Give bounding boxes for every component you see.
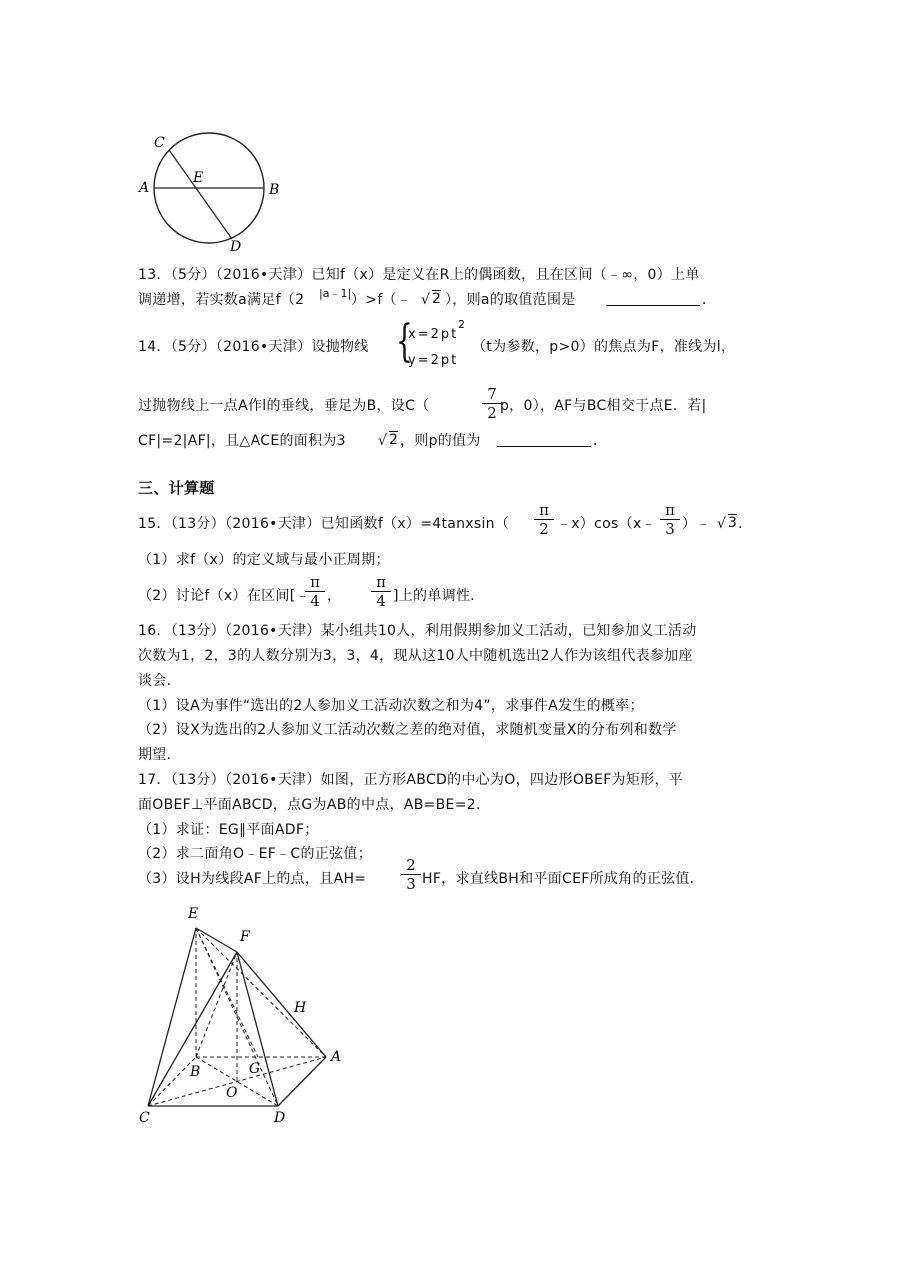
q15-sqrt-sign: √ [717,516,727,532]
label-b: B [269,182,280,198]
q17-line2: 面OBEF⊥平面ABCD，点G为AB的中点，AB=BE=2． [138,797,491,813]
q15-sub2c: ]上的单调性． [393,588,485,604]
q15-frac4-num: π [376,573,386,591]
label-o: O [226,1085,238,1101]
edge-cf [148,952,237,1106]
q15-line1a: 15．（13分）（2016•天津）已知函数f（x）=4tanxsin（ [138,516,510,532]
q13-line2c: ），则a的取值范围是 [445,292,576,308]
edge-ce [148,928,196,1106]
q13-line2a: 调递增，若实数a满足f（2 [138,292,305,308]
label-f: F [240,929,250,945]
chord-cd [169,150,232,239]
label-d: D [274,1110,286,1126]
q14-frac-num: 7 [487,385,497,403]
label-d: D [230,239,242,255]
q14-line1a: 14．（5分）（2016•天津）设抛物线 [138,339,369,355]
q14-line3a: CF|=2|AF|，且△ACE的面积为3 [138,433,346,449]
label-c: C [154,135,165,151]
q15-frac3 [305,574,325,609]
q13-line2d: ． [702,292,717,308]
section-title: 三、计算题 [138,479,215,497]
q14-system-row1: x=2pt [408,327,459,342]
q15-sub1: （1）求f（x）的定义域与最小正周期； [138,552,390,568]
q15-frac4 [371,574,391,609]
q16-sub2b: 期望． [138,747,181,763]
q15-frac1-den: 2 [539,520,549,538]
q14-line2a: 过抛物线上一点A作l的垂线，垂足为B，设C（ [138,398,430,414]
q17-sub2: （2）求二面角O﹣EF﹣C的正弦值； [138,846,372,862]
q17-sub3a: （3）设H为线段AF上的点，且AH= [138,871,367,887]
q13-answer-blank [606,305,700,306]
q15-frac3-num: π [310,573,320,591]
q16-line1: 16．（13分）（2016•天津）某小组共10人，利用假期参加义工活动，已知参加义工活动 [138,623,697,639]
label-c: C [139,1110,150,1126]
q15-sub2a: （2）讨论f（x）在区间[﹣ [138,588,310,604]
q13-line2b: ）>f（﹣ [351,292,412,308]
edge-ea [196,928,326,1057]
q14-system-row1-exp: 2 [458,318,465,331]
solid-figure [130,900,360,1130]
q15-frac4-den: 4 [376,592,386,610]
q14-line2b: p，0），AF与BC相交于点E．若| [500,398,707,414]
q14-fraction [482,386,502,421]
q14-frac-den: 2 [487,404,497,422]
q16-line3: 谈会． [138,673,181,689]
q15-frac2 [660,502,680,537]
label-b: B [190,1064,201,1080]
q17-sub1: （1）求证：EG∥平面ADF； [138,822,319,838]
label-a: A [139,180,150,196]
q13-line1: 13．（5分）（2016•天津）已知f（x）是定义在R上的偶函数，且在区间（﹣∞，0）上单 [138,267,700,283]
q13-sqrt-sign: √ [421,292,431,308]
q17-frac-num: 2 [406,856,416,874]
q15-sqrt-radicand: 3 [728,515,738,531]
q17-sub3b: HF，求直线BH和平面CEF所成角的正弦值． [422,871,704,887]
q17-frac-den: 3 [406,875,416,893]
q14-sqrt-sign: √ [378,433,388,449]
q14-line3c: ． [593,433,608,449]
q16-line2: 次数为1，2，3的人数分别为3，3，4，现从这10人中随机选出2人作为该组代表参加座 [138,648,693,664]
q13-sqrt-radicand: 2 [432,291,442,307]
q15-frac1-num: π [539,501,549,519]
q14-brace: { [396,316,413,367]
q14-system-row2: y=2pt [408,353,459,368]
label-a: A [331,1049,342,1065]
q15-line1d: ． [738,516,753,532]
q15-line1b: ﹣x）cos（x﹣ [557,516,656,532]
edge-fd [237,952,278,1106]
q17-frac [401,857,421,892]
q14-line1b: （t为参数，p>0）的焦点为F，准线为l， [472,339,736,355]
q15-line1c: ）﹣ [682,516,711,532]
q14-line3b: ，则p的值为 [400,433,481,449]
label-h: H [294,1000,307,1016]
q15-frac3-den: 4 [310,592,320,610]
label-g: G [249,1061,261,1077]
edge-da [278,1057,326,1106]
q14-sqrt-radicand: 2 [389,432,399,448]
label-e: E [188,906,199,922]
q15-frac1 [534,502,554,537]
q14-answer-blank [497,446,591,447]
q15-sub2b: ， [327,588,342,604]
q15-frac2-den: 3 [665,520,675,538]
label-e: E [193,170,204,186]
q16-sub1: （1）设A为事件“选出的2人参加义工活动次数之和为4”，求事件A发生的概率； [138,698,644,714]
circle-figure [130,125,300,255]
q13-exponent: |a﹣1| [319,287,352,300]
q16-sub2a: （2）设X为选出的2人参加义工活动次数之差的绝对值，求随机变量X的分布列和数学 [138,722,677,738]
q15-frac2-num: π [665,501,675,519]
q17-line1: 17．（13分）（2016•天津）如图，正方形ABCD的中心为O，四边形OBEF为矩形，平 [138,772,684,788]
